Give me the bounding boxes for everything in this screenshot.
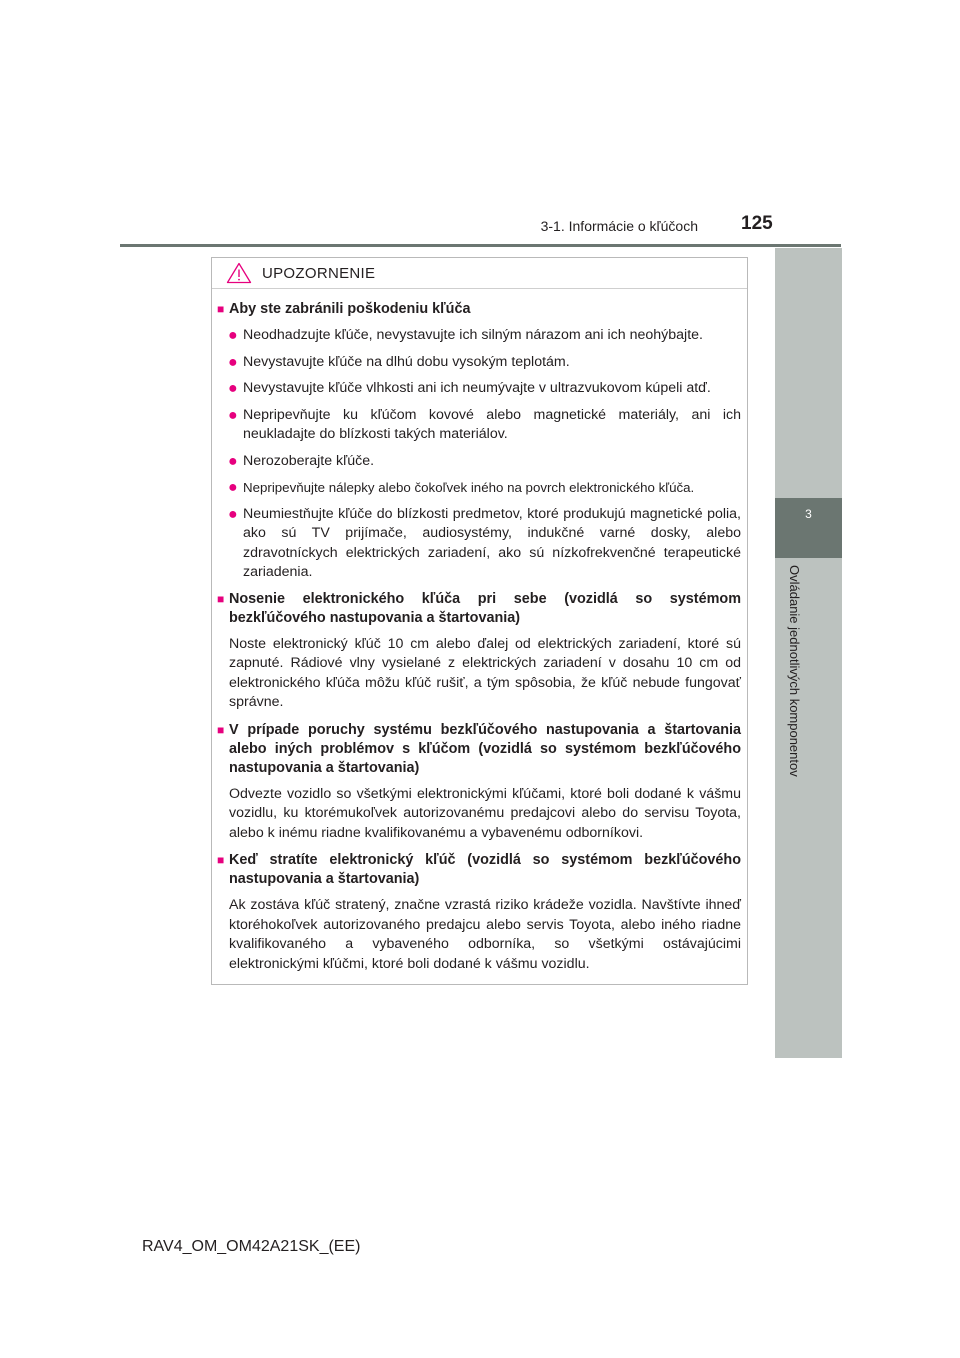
section-paragraph: Odvezte vozidlo so všetkými elektronickými kľúčami, ktoré boli dodané k vášmu vozidlu, ku ktorémukoľvek autorizovanému predajcovi alebo do servisu Toyota, alebo k inému riadne kvalifikovanému a vybavenému odborníkovi. — [229, 785, 741, 841]
document-code: RAV4_OM_OM42A21SK_(EE) — [142, 1238, 361, 1255]
chapter-title-vertical: Ovládanie jednotlivých komponentov — [787, 565, 802, 777]
square-bullet-icon: ■ — [217, 722, 225, 737]
square-bullet-icon: ■ — [217, 591, 225, 606]
list-item: ● Nerozoberajte kľúče. — [228, 452, 375, 470]
circle-bullet-icon: ● — [228, 479, 238, 496]
list-item: ● Neumiestňujte kľúče do blízkosti predmetov, ktoré produkujú magnetické polia, ako sú TV prijímače, audiosystémy, indukčné varné dosky, alebo zdravotníckych elektrických zariadení, ako sú nízkofrekvenčné terapeutické zariadenia. — [228, 505, 741, 583]
warning-header — [212, 258, 747, 289]
chapter-tab — [775, 498, 842, 558]
list-item: ● Nevystavujte kľúče na dlhú dobu vysokým teplotám. — [228, 353, 570, 371]
circle-bullet-icon: ● — [228, 327, 238, 344]
section-heading: ■ Keď stratíte elektronický kľúč (vozidlá so systémom bezkľúčového nastupovania a štartovania) — [217, 852, 741, 887]
warning-body — [212, 289, 747, 974]
header-divider — [120, 244, 841, 247]
list-item: ● Neodhadzujte kľúče, nevystavujte ich silným nárazom ani ich neohýbajte. — [228, 327, 703, 344]
circle-bullet-icon: ● — [228, 505, 238, 523]
warning-box — [211, 257, 748, 985]
section-heading: ■ Nosenie elektronického kľúča pri sebe (vozidlá so systémom bezkľúčového nastupovania a štartovania) — [217, 590, 741, 626]
circle-bullet-icon: ● — [228, 380, 238, 397]
section-heading: ■ Aby ste zabránili poškodeniu kľúča — [217, 301, 471, 317]
section-paragraph: Ak zostáva kľúč stratený, značne vzrastá riziko krádeže vozidla. Navštívte ihneď ktoréhokoľvek autorizovaného predajcu alebo servis Toyota, alebo iného riadne kvalifikovaného a vybaveného odborníka, so všetkými ostávajúcimi elektronickými kľúčmi, ktoré boli dodané k vášmu vozidlu. — [229, 897, 741, 972]
list-item: ● Nepripevňujte ku kľúčom kovové alebo magnetické materiály, ani ich neukladajte do blízkosti takých materiálov. — [228, 406, 741, 445]
circle-bullet-icon: ● — [228, 353, 238, 371]
square-bullet-icon: ■ — [217, 853, 225, 867]
warning-triangle-icon — [226, 262, 252, 284]
list-item: ● Nevystavujte kľúče vlhkosti ani ich neumývajte v ultrazvukovom kúpeli atď. — [228, 380, 711, 397]
list-item: ● Nepripevňujte nálepky alebo čokoľvek iného na povrch elektronického kľúča. — [228, 479, 695, 496]
section-paragraph: Noste elektronický kľúč 10 cm alebo ďalej od elektrických zariadení, ktoré sú zapnuté. Rádiové vlny vysielané z elektrických zariadení v dosahu 10 cm od elektronického kľúča môžu kľúč rušiť, a tým spôsobia, že kľúč nebude fungovať správne. — [229, 635, 741, 710]
circle-bullet-icon: ● — [228, 406, 238, 424]
warning-title: UPOZORNENIE — [262, 264, 376, 282]
chapter-number: 3 — [805, 507, 812, 521]
page-number: 125 — [741, 213, 773, 234]
section-heading: ■ V prípade poruchy systému bezkľúčového nastupovania a štartovania alebo iných problémov s kľúčom (vozidlá so systémom bezkľúčového nastupovania a štartovania) — [217, 721, 741, 776]
circle-bullet-icon: ● — [228, 452, 238, 470]
running-header-section-title: 3-1. Informácie o kľúčoch — [540, 218, 698, 234]
square-bullet-icon: ■ — [217, 302, 225, 316]
